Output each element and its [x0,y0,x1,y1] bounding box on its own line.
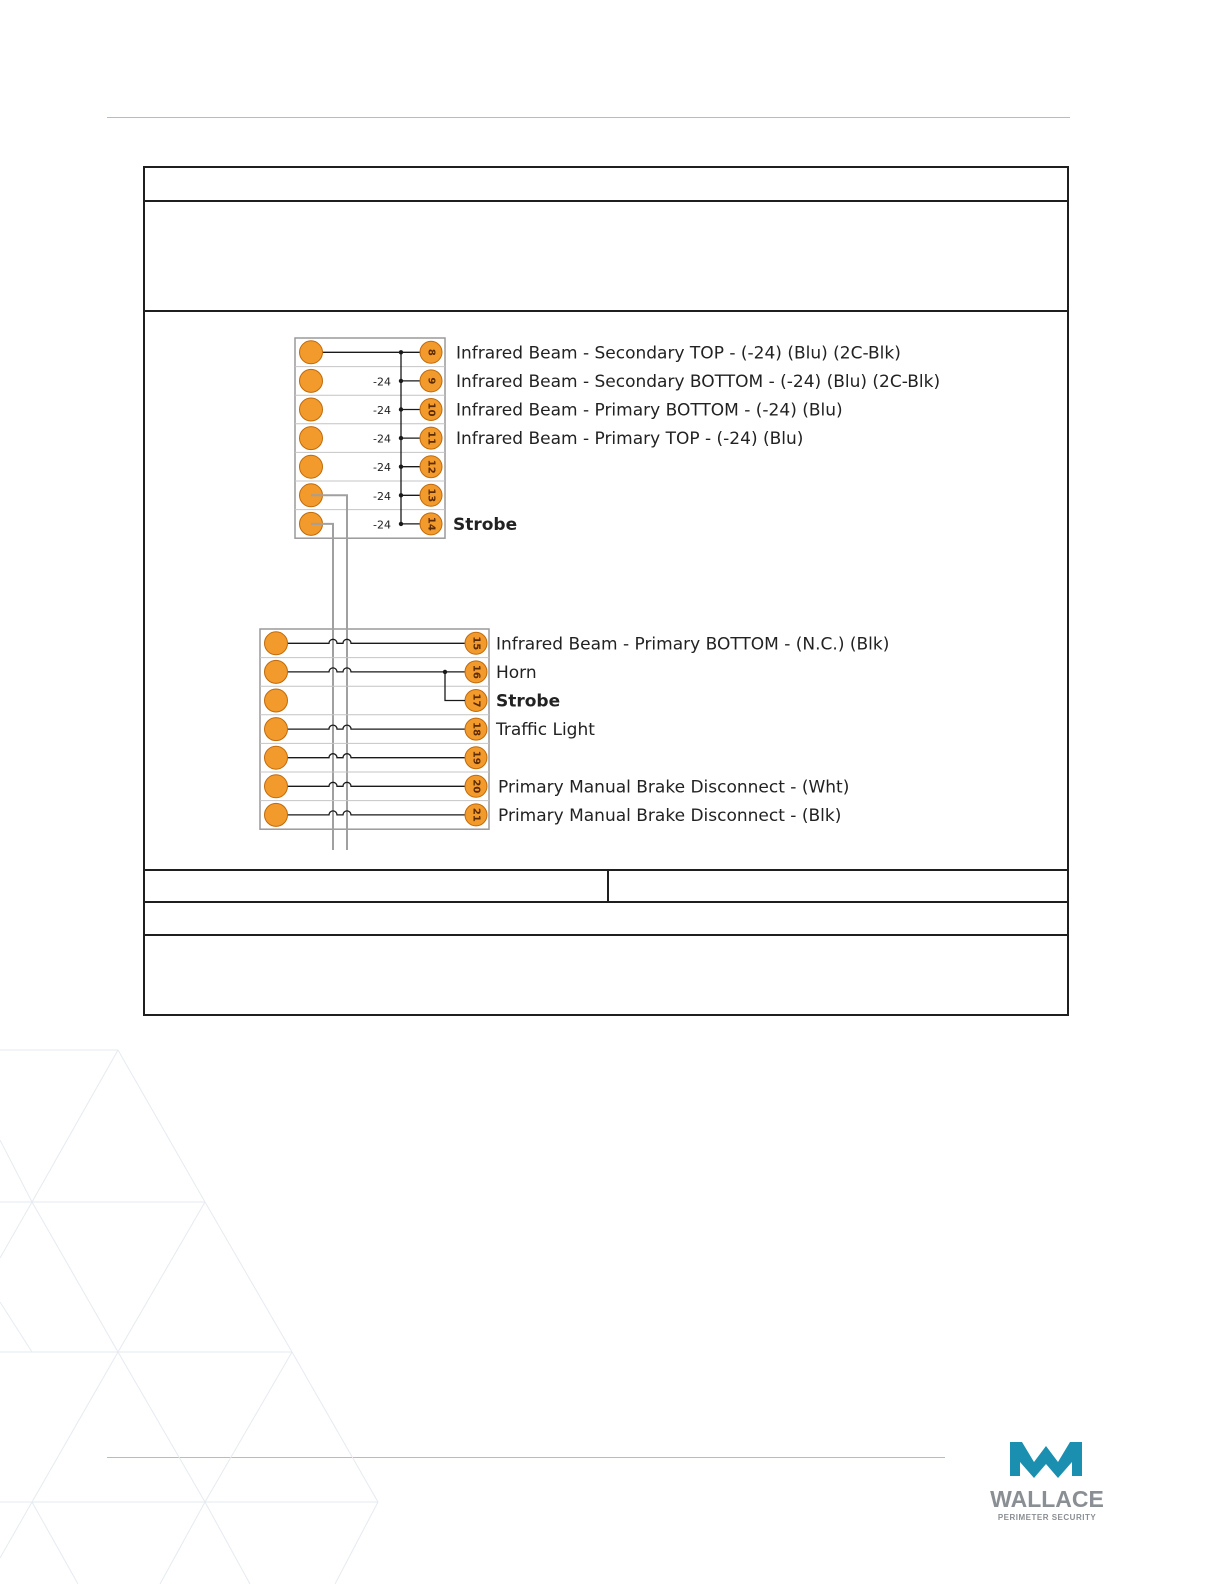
lower-terminal-label: Strobe [496,691,561,712]
lower-terminal-number: 21 [470,807,482,822]
upper-terminal-number: 11 [425,431,437,446]
upper-terminal-number: 10 [425,402,437,417]
upper-terminal-label: Infrared Beam - Secondary BOTTOM - (-24) (Blu) (2C-Blk) [456,371,941,392]
lower-terminal-left [265,718,288,741]
lower-terminal-left [265,803,288,826]
lower-terminal-label: Primary Manual Brake Disconnect - (Blk) [498,805,842,826]
lower-terminal-label: Horn [496,662,537,683]
background-triangle-pattern [0,1040,420,1584]
logo-tagline: PERIMETER SECURITY [997,1513,1097,1522]
upper-terminal-number: 14 [425,516,437,531]
lower-terminal-number: 20 [470,779,482,794]
lower-terminal-number: 18 [470,722,482,737]
lower-terminal-left [265,775,288,798]
upper-negative-label: -24 [373,432,391,446]
upper-terminal-label: Infrared Beam - Secondary TOP - (-24) (Blu) (2C-Blk) [456,343,901,364]
lower-terminal-left [265,689,288,712]
upper-terminal-number: 9 [425,377,437,385]
upper-negative-label: -24 [373,489,391,503]
upper-terminal-number: 8 [425,348,437,356]
lower-terminal-label: Infrared Beam - Primary BOTTOM - (N.C.) (Blk) [496,634,890,655]
upper-terminal-left [300,427,323,450]
upper-negative-label: -24 [373,375,391,389]
lower-terminal-left [265,632,288,655]
lower-terminal-number: 19 [470,750,482,765]
lower-terminal-number: 15 [470,636,482,651]
lower-terminal-label: Primary Manual Brake Disconnect - (Wht) [498,777,850,798]
wallace-mark-icon [982,1440,1112,1486]
upper-negative-label: -24 [373,518,391,532]
logo-wordmark: WALLACE [990,1486,1104,1512]
lower-terminal-left [265,660,288,683]
wallace-logo [982,1440,1112,1530]
upper-terminal-left [300,369,323,392]
upper-terminal-number: 12 [425,459,437,474]
upper-terminal-label: Infrared Beam - Primary BOTTOM - (-24) (Blu) [456,400,843,421]
upper-terminal-left [300,455,323,478]
upper-terminal-label: Infrared Beam - Primary TOP - (-24) (Blu) [456,429,804,450]
upper-negative-label: -24 [373,404,391,417]
upper-terminal-left [300,341,323,364]
upper-negative-label: -24 [373,461,391,475]
upper-terminal-number: 13 [425,488,437,503]
lower-terminal-number: 16 [470,664,482,679]
upper-terminal-left [300,398,323,421]
lower-terminal-label: Traffic Light [496,720,595,741]
lower-terminal-number: 17 [470,693,482,708]
lower-terminal-left [265,746,288,769]
upper-terminal-label: Strobe [453,514,518,535]
